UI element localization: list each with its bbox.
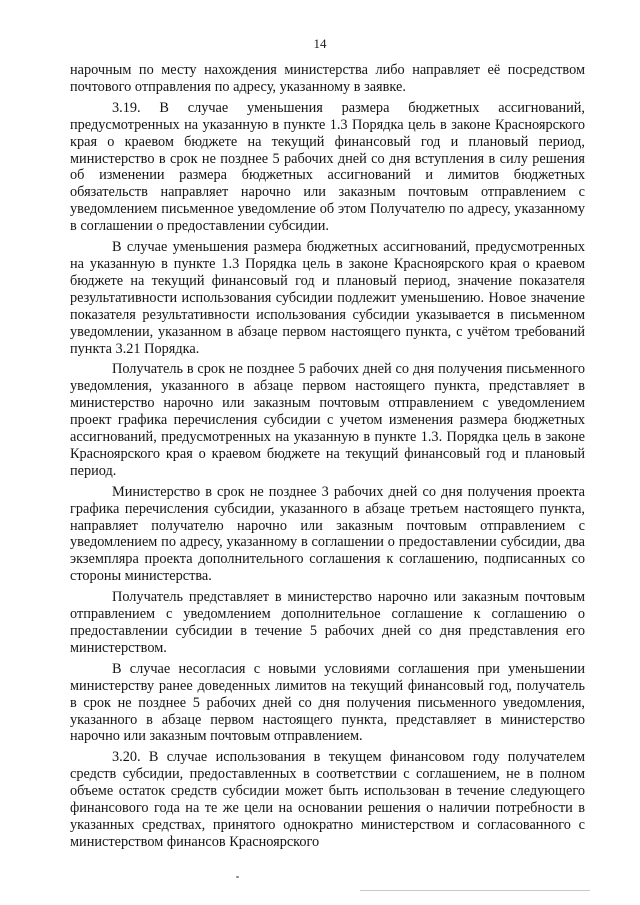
document-body [70,62,585,855]
paragraph-disagreement: В случае несогласия с новыми условиями соглашения при уменьшении министерству ранее доведенных лимитов на текущий финансовый год, получатель в срок не позднее 5 рабочих дней со дня получения письменного уведомления, указанного в абзаце первом настоящего пункта, представляет в министерство нарочно или заказным почтовым отправлением. [70,660,585,745]
scan-speck [236,876,239,878]
paragraph-recipient-schedule: Получатель в срок не позднее 5 рабочих дней со дня получения письменного уведомления, указанного в абзаце первом настоящего пункта, представляет в министерство нарочно или заказным почтовым отправлением с уведомлением проект графика перечисления субсидии с учетом изменения размера бюджетных ассигнований, предусмотренных на указанную в пункте 1.3. Порядка цель в законе Красноярского края о краевом бюджете на текущий финансовый год и плановый период. [70,361,585,479]
paragraph-recipient-submits: Получатель представляет в министерство нарочно или заказным почтовым отправлением с уведомлением дополнительное соглашение к соглашению о предоставлении субсидии в течение 5 рабочих дней со дня представления его министерством. [70,589,585,656]
paragraph-3-19: 3.19. В случае уменьшения размера бюджетных ассигнований, предусмотренных на указанную в пункте 1.3 Порядка цель в законе Красноярского края о краевом бюджете на текущий финансовый год и плановый период, министерство в срок не позднее 5 рабочих дней со дня вступления в силу решения об изменении размера бюджетных ассигнований и лимитов бюджетных обязательств направляет нарочно или заказным почтовым отправлением с уведомлением письменное уведомление об этом Получателю по адресу, указанному в соглашении о предоставлении субсидии. [70,99,585,235]
paragraph-reduction-indicator: В случае уменьшения размера бюджетных ассигнований, предусмотренных на указанную в пункте 1.3 Порядка цель в законе Красноярского края о краевом бюджете на текущий финансовый год и плановый период, значение показателя результативности использования субсидии подлежит уменьшению. Новое значение показателя результативности использования субсидии указывается в письменном уведомлении, указанном в абзаце первом настоящего пункта, с учётом требований пункта 3.21 Порядка. [70,239,585,357]
page-number: 14 [313,36,327,51]
paragraph-3-20: 3.20. В случае использования в текущем финансовом году получателем средств субсидии, предоставленных в соответствии с соглашением, не в полном объеме остаток средств субсидии может быть использован в течение следующего финансового года на те же цели на основании решения о наличии потребности в указанных средствах, принятого однократно министерством и согласованного с министерством финансов Красноярского [70,749,585,850]
scan-edge-line [360,890,590,891]
paragraph-continuation: нарочным по месту нахождения министерства либо направляет её посредством почтового отправления по адресу, указанному в заявке. [70,62,585,95]
paragraph-ministry-agreement: Министерство в срок не позднее 3 рабочих дней со дня получения проекта графика перечисления субсидии, указанного в абзаце третьем настоящего пункта, направляет получателю нарочно или заказным почтовым отправлением с уведомлением по адресу, указанному в соглашении о предоставлении субсидии, два экземпляра проекта дополнительного соглашения к соглашению, подписанных со стороны министерства. [70,483,585,585]
